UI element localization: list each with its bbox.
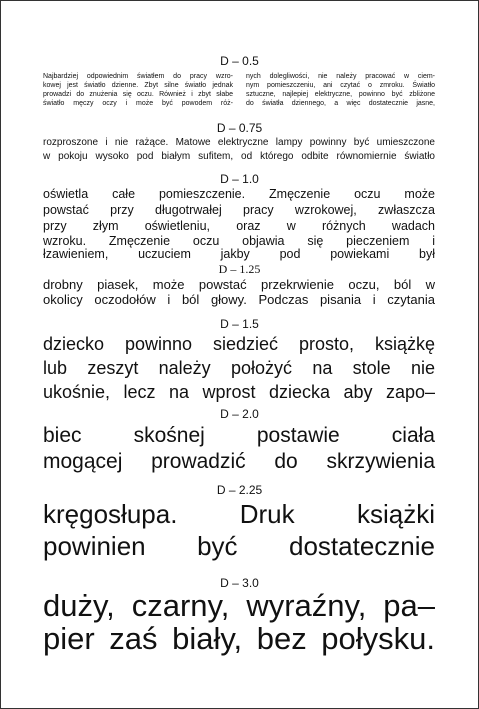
text-line: ukośnie, lecz na wprost dziecka aby zapo– [43, 382, 435, 402]
text-line: światło męczy oczy i może być powodem róż- [43, 100, 233, 107]
acuity-label-d05: D – 0.5 [220, 54, 259, 68]
text-line: sztuczne, najlepiej elektryczne, powinno być zbliżone [246, 91, 435, 98]
text-line: duży, czarny, wyraźny, pa– [43, 588, 435, 623]
text-line: powinien być dostatecznie [43, 531, 435, 561]
acuity-label-d30: D – 3.0 [220, 576, 259, 590]
text-line: prowadzi do znużenia się oczu. Również i zbyt słabe [43, 91, 233, 98]
text-line: nym pomieszczeniu, ani czytać o zmroku. Światło [246, 82, 435, 89]
text-line: oświetla całe pomieszczenie. Zmęczenie oczu może [43, 187, 435, 201]
text-line: nych dolegliwości, nie należy pracować w ciem- [246, 73, 435, 80]
acuity-label-d075: D – 0.75 [216, 121, 263, 135]
text-line: kręgosłupa. Druk książki [43, 499, 435, 529]
text-line: okolicy oczodołów i ból głowy. Podczas pisania i czytania [43, 292, 435, 307]
text-line: kowej jest światło dzienne. Zbyt silne światło jednak [43, 82, 233, 89]
text-line: wzroku. Zmęczenie oczu objawia się pieczeniem i [43, 234, 435, 248]
text-line: dziecko powinno siedzieć prosto, książkę [43, 334, 435, 354]
acuity-label-d15: D – 1.5 [220, 317, 259, 331]
text-line: lub zeszyt należy położyć na stole nie [43, 358, 435, 378]
text-line: Najbardziej odpowiednim światłem do pracy wzro- [43, 73, 233, 80]
text-line: do światła dziennego, a więc dostatecznie jasne, [246, 100, 435, 107]
text-line: mogącej prowadzić do skrzywienia [43, 450, 435, 473]
acuity-label-d125: D – 1.25 [218, 262, 261, 276]
text-line: drobny piasek, może powstać przekrwienie oczu, ból w [43, 277, 435, 292]
text-line: rozproszone i nie rażące. Matowe elektryczne lampy powinny być umieszczone [43, 137, 435, 148]
acuity-label-d20: D – 2.0 [220, 407, 259, 421]
text-line: biec skośnej postawie ciała [43, 424, 435, 447]
text-line: pier zaś biały, bez połysku. [43, 621, 435, 656]
text-line: w pokoju wysoko pod białym sufitem, od którego odbite równomiernie światło [43, 151, 435, 162]
text-line: powstać przy długotrwałej pracy wzrokowej, zwłaszcza [43, 203, 435, 217]
text-line: przy złym oświetleniu, oraz w różnych wadach [43, 219, 435, 233]
acuity-label-d225: D – 2.25 [216, 483, 263, 497]
text-line: łzawieniem, uczuciem jakby pod powiekami był [43, 247, 435, 261]
acuity-label-d10: D – 1.0 [220, 172, 259, 186]
